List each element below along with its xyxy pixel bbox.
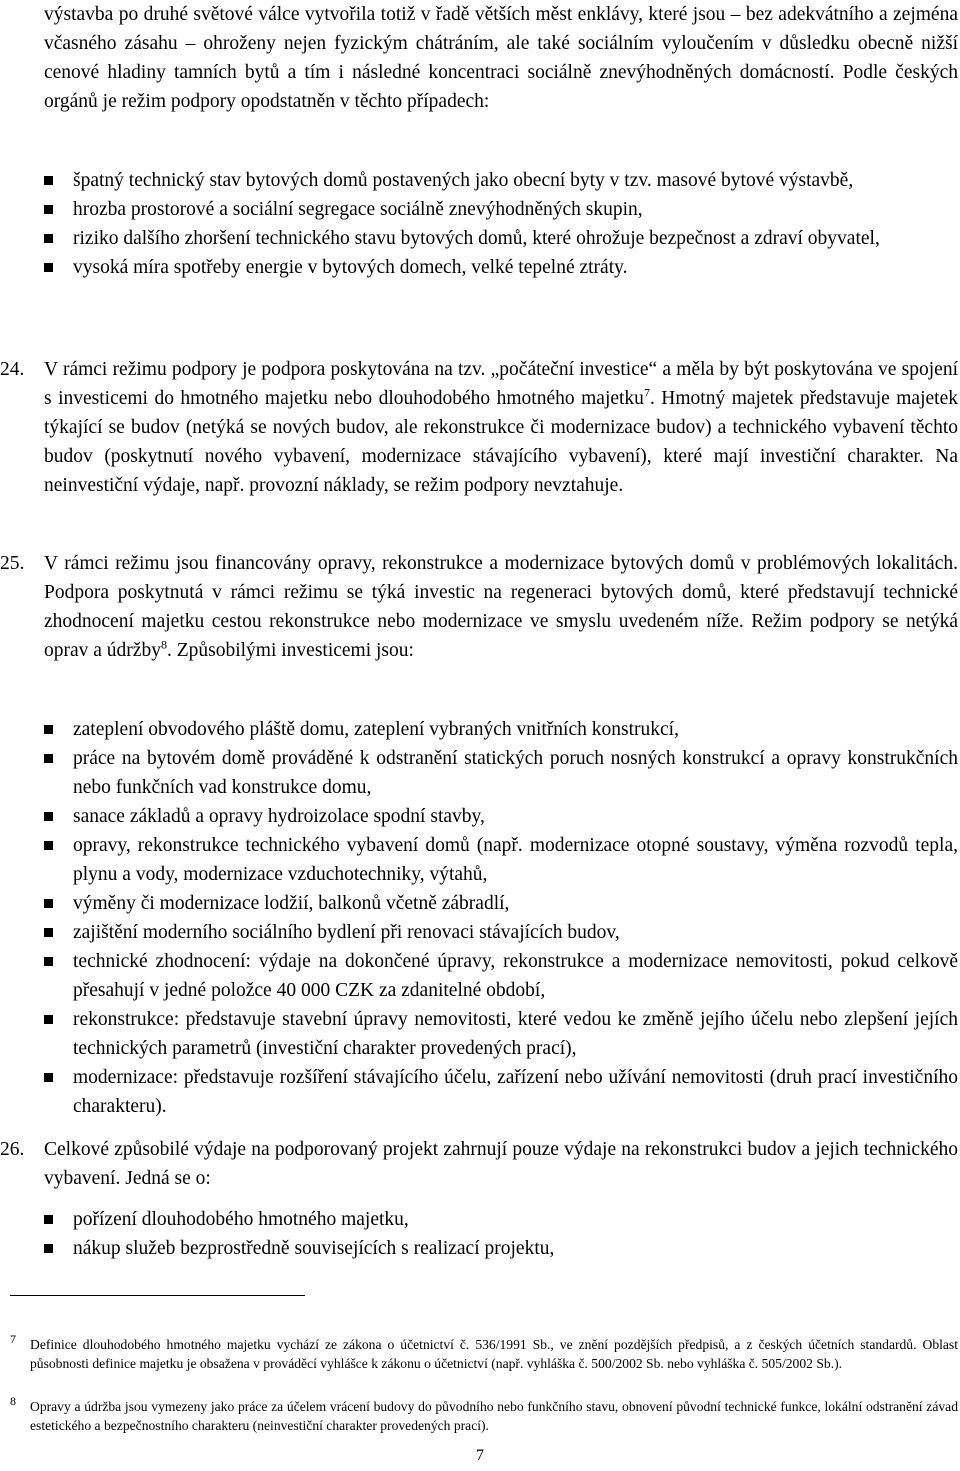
list-item-text: sanace základů a opravy hydroizolace spodní stavby, bbox=[73, 806, 485, 827]
eligible-investments-list bbox=[44, 715, 958, 1121]
list-item-text: zateplení obvodového pláště domu, zateplení vybraných vnitřních konstrukcí, bbox=[73, 719, 679, 740]
list-item bbox=[44, 802, 958, 831]
paragraph-text: V rámci režimu podpory je podpora poskytována na tzv. „počáteční investice“ a měla by být poskytována ve spojení s investicemi do hmotného majetku nebo dlouhodobého hmotného majetku bbox=[44, 359, 958, 409]
footnote-text: Opravy a údržba jsou vymezeny jako práce za účelem vrácení budovy do původního nebo funkčního stavu, obnovení původní technické funkce, lokální odstranění závad estetického a bezpečnostního charakteru (neinvestiční charakter provedených prací). bbox=[30, 1399, 958, 1433]
paragraph-text: V rámci režimu jsou financovány opravy, rekonstrukce a modernizace bytových domů v problémových lokalitách. Podpora poskytnutá v rámci režimu se týká investic na regeneraci bytových domů, které představují technické zhodnocení majetku cestou rekonstrukce nebo modernizace ve smyslu uvedeném níže. Režim podpory se netýká oprav a údržby bbox=[44, 553, 958, 661]
list-item-text: vysoká míra spotřeby energie v bytových domech, velké tepelné ztráty. bbox=[73, 257, 628, 278]
list-item-text: práce na bytovém domě prováděné k odstranění statických poruch nosných konstrukcí a opravy konstrukčních nebo funkčních vad konstrukce domu, bbox=[73, 748, 958, 798]
footnote-separator bbox=[10, 1295, 305, 1296]
list-item bbox=[44, 947, 958, 1005]
footnote-number: 8 bbox=[10, 1394, 16, 1408]
list-item-text: modernizace: představuje rozšíření stávajícího účelu, zařízení nebo užívání nemovitosti (druh prací investičního charakteru). bbox=[73, 1067, 958, 1117]
list-item bbox=[44, 1005, 958, 1063]
list-item-text: výměny či modernizace lodžií, balkonů včetně zábradlí, bbox=[73, 893, 510, 914]
list-item-text: technické zhodnocení: výdaje na dokončené úpravy, rekonstrukce a modernizace nemovitosti, pokud celkově přesahují v jedné položce 40 000 CZK za zdanitelné období, bbox=[73, 951, 958, 1001]
paragraph-26 bbox=[0, 1135, 958, 1193]
list-item bbox=[44, 1234, 958, 1263]
paragraph-text: Celkové způsobilé výdaje na podporovaný projekt zahrnují pouze výdaje na rekonstrukci budov a jejich technického vybavení. Jedná se o: bbox=[44, 1139, 958, 1189]
eligible-costs-list bbox=[44, 1205, 958, 1263]
page-number: 7 bbox=[476, 1447, 484, 1464]
footnote-ref[interactable]: 8 bbox=[160, 637, 167, 652]
list-item-text: špatný technický stav bytových domů postavených jako obecní byty v tzv. masové bytové výstavbě, bbox=[73, 170, 854, 191]
list-item bbox=[44, 1205, 958, 1234]
list-item bbox=[44, 224, 958, 253]
list-item bbox=[44, 918, 958, 947]
list-item bbox=[44, 253, 958, 282]
list-item-text: zajištění moderního sociálního bydlení při renovaci stávajících budov, bbox=[73, 922, 620, 943]
list-item bbox=[44, 831, 958, 889]
list-item bbox=[44, 744, 958, 802]
list-item bbox=[44, 715, 958, 744]
footnote-number: 7 bbox=[10, 1332, 16, 1346]
paragraph-text-continued: . Způsobilými investicemi jsou: bbox=[166, 640, 414, 661]
footnote-ref[interactable]: 7 bbox=[643, 385, 650, 400]
list-item bbox=[44, 1063, 958, 1121]
paragraph-25 bbox=[0, 549, 958, 665]
paragraph-text-continued: . Hmotný majetek představuje majetek týkající se budov (netýká se nových budov, ale rekonstrukce či modernizace budov) a technického vybavení těchto budov (poskytnutí nového vybavení, modernizace stávajícího vybavení), které mají investiční charakter. Na neinvestiční výdaje, např. provozní náklady, se režim podpory nevztahuje. bbox=[44, 388, 958, 496]
list-item-text: rekonstrukce: představuje stavební úpravy nemovitosti, které vedou ke změně jejího účelu nebo zlepšení jejích technických parametrů (investiční charakter provedených prací), bbox=[73, 1009, 958, 1059]
footnote-text: Definice dlouhodobého hmotného majetku vychází ze zákona o účetnictví č. 536/1991 Sb., ve znění pozdějších předpisů, a z českých účetních standardů. Oblast působnosti definice majetku je obsažena v prováděcí vyhlášce k zákonu o účetnictví (např. vyhláška č. 500/2002 Sb. nebo vyhláška č. 505/2002 Sb.). bbox=[30, 1337, 958, 1371]
list-item bbox=[44, 195, 958, 224]
list-item bbox=[44, 889, 958, 918]
intro-bullet-list bbox=[44, 166, 958, 282]
list-item-text: opravy, rekonstrukce technického vybavení domů (např. modernizace otopné soustavy, výměna rozvodů tepla, plynu a vody, modernizace vzduchotechniky, výtahů, bbox=[73, 835, 958, 885]
footnote-8 bbox=[10, 1394, 958, 1435]
list-item-text: hrozba prostorové a sociální segregace sociálně znevýhodněných skupin, bbox=[73, 199, 643, 220]
list-item-text: pořízení dlouhodobého hmotného majetku, bbox=[73, 1209, 409, 1230]
paragraph-number: 24. bbox=[0, 359, 25, 380]
paragraph-number: 25. bbox=[0, 553, 25, 574]
intro-text-continued: Podle českých orgánů je režim podpory opodstatněn v těchto případech: bbox=[44, 62, 958, 112]
intro-paragraph bbox=[44, 0, 958, 116]
footnote-7 bbox=[10, 1332, 958, 1373]
paragraph-24 bbox=[0, 355, 958, 500]
list-item-text: nákup služeb bezprostředně souvisejících s realizací projektu, bbox=[73, 1238, 555, 1259]
list-item bbox=[44, 166, 958, 195]
list-item-text: riziko dalšího zhoršení technického stavu bytových domů, které ohrožuje bezpečnost a zdraví obyvatel, bbox=[73, 228, 880, 249]
intro-text: výstavba po druhé světové válce vytvořila totiž v řadě větších měst enklávy, které jsou – bez adekvátního a zejména včasného zásahu – ohroženy nejen fyzickým chátráním, ale také sociálním vyloučením v důsledku obecně nižší cenové hladiny tamních bytů a tím i následné koncentraci sociálně znevýhodněných domácností. bbox=[44, 4, 958, 83]
paragraph-number: 26. bbox=[0, 1139, 25, 1160]
